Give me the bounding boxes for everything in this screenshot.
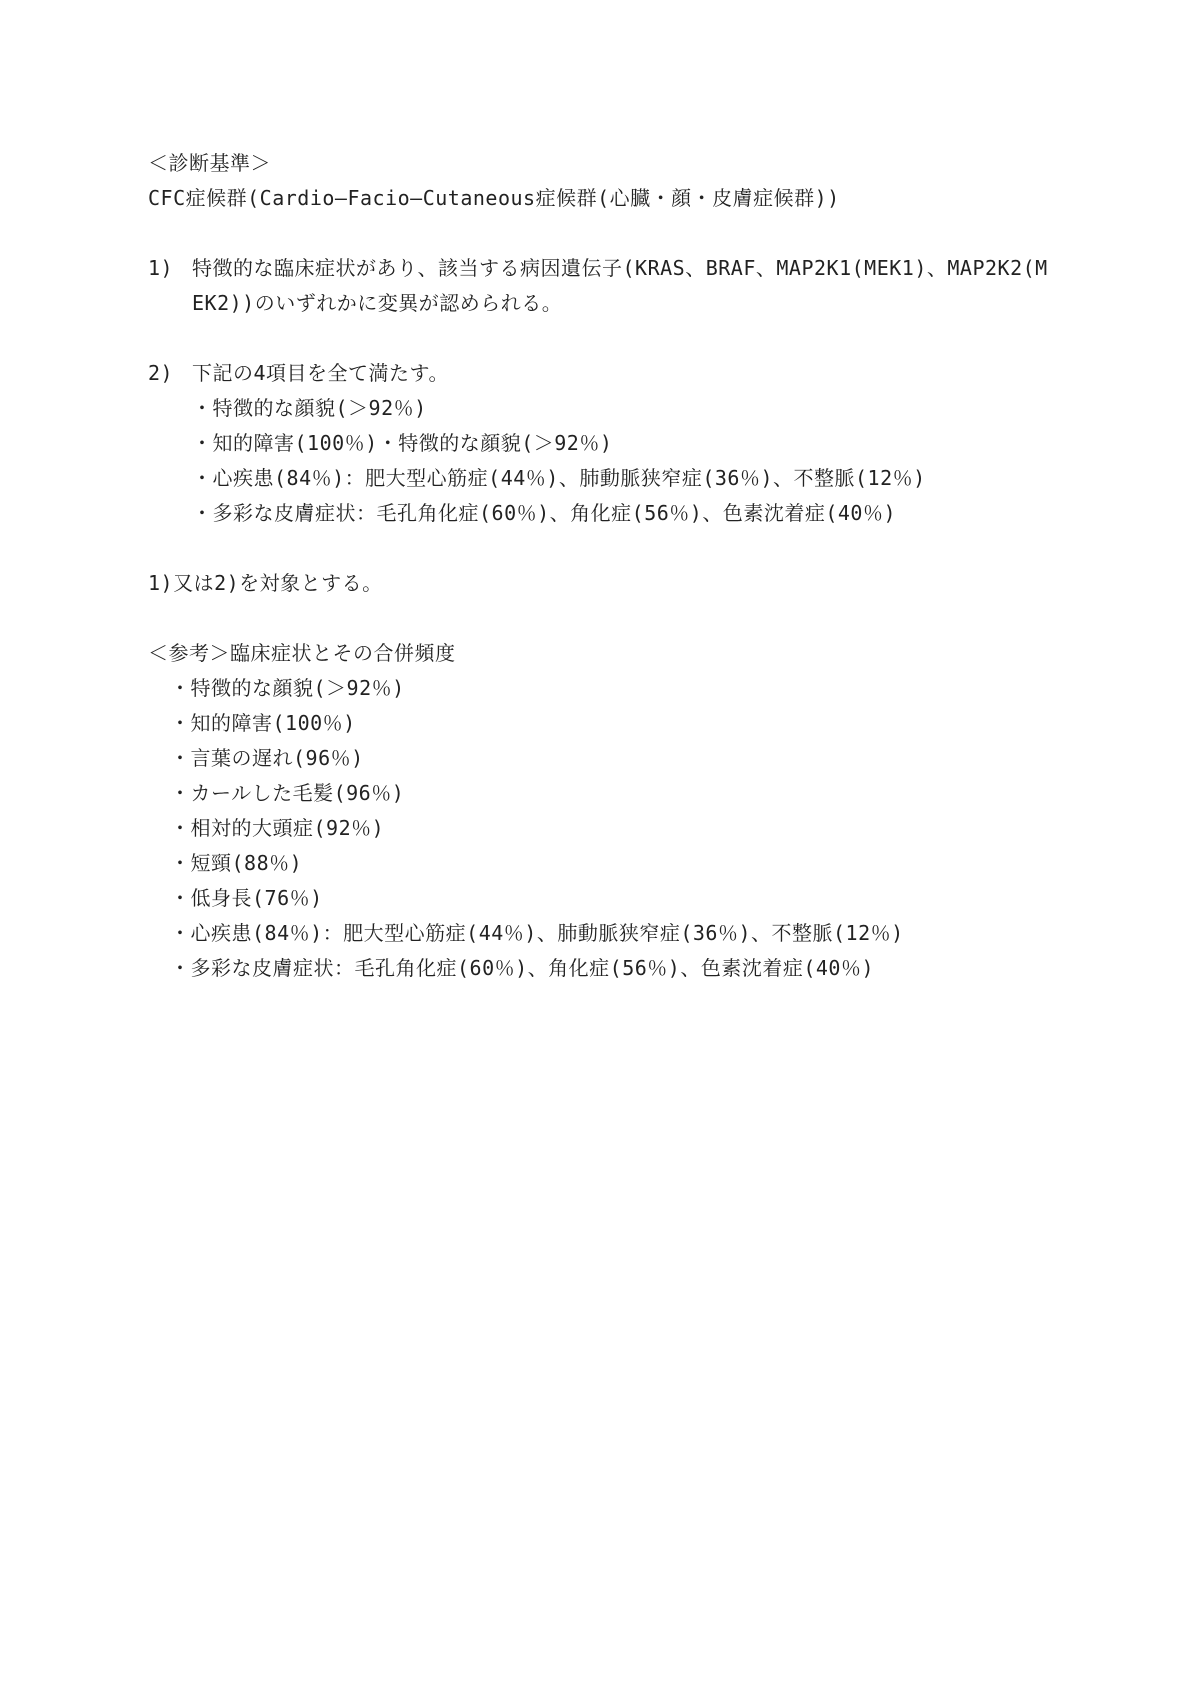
criterion-number: 1): [148, 256, 174, 280]
criterion-subitem: ・知的障害(100％)・特徴的な顔貌(＞92％): [192, 431, 613, 455]
reference-item: ・低身長(76％): [170, 886, 323, 910]
criterion-text: 下記の4項目を全て満たす。: [192, 361, 449, 385]
spacer: [148, 531, 1048, 566]
criterion-number: 2): [148, 361, 174, 385]
reference-item: ・特徴的な顔貌(＞92％): [170, 676, 405, 700]
reference-item: ・短頸(88％): [170, 851, 303, 875]
criterion-text-continued: EK2))のいずれかに変異が認められる。: [192, 291, 563, 315]
reference-item: ・知的障害(100％): [170, 711, 356, 735]
document-title: CFC症候群(Cardio―Facio―Cutaneous症候群(心臓・顔・皮膚症候群)): [148, 186, 840, 210]
criterion-text: 特徴的な臨床症状があり、該当する病因遺伝子(KRAS、BRAF、MAP2K1(MEK1)、MAP2K2(M: [192, 256, 1048, 280]
reference-item: ・相対的大頭症(92％): [170, 816, 385, 840]
spacer: [148, 321, 1048, 356]
criterion-subitem: ・多彩な皮膚症状：毛孔角化症(60％)、角化症(56％)、色素沈着症(40％): [192, 501, 896, 525]
reference-item: ・言葉の遅れ(96％): [170, 746, 364, 770]
spacer: [148, 216, 1048, 251]
reference-item: ・心疾患(84％)：肥大型心筋症(44％)、肺動脈狭窄症(36％)、不整脈(12％): [170, 921, 904, 945]
reference-heading: ＜参考＞臨床症状とその合併頻度: [148, 641, 456, 665]
section-heading: ＜診断基準＞: [148, 151, 271, 175]
reference-item: ・カールした毛髪(96％): [170, 781, 405, 805]
document-content: [148, 146, 1048, 986]
criterion-2: [148, 356, 1048, 391]
criterion-subitem: ・特徴的な顔貌(＞92％): [192, 396, 427, 420]
criterion-subitem: ・心疾患(84％)：肥大型心筋症(44％)、肺動脈狭窄症(36％)、不整脈(12％): [192, 466, 926, 490]
target-note: 1)又は2)を対象とする。: [148, 571, 383, 595]
criterion-1: [148, 251, 1048, 286]
reference-item: ・多彩な皮膚症状：毛孔角化症(60％)、角化症(56％)、色素沈着症(40％): [170, 956, 874, 980]
spacer: [148, 601, 1048, 636]
